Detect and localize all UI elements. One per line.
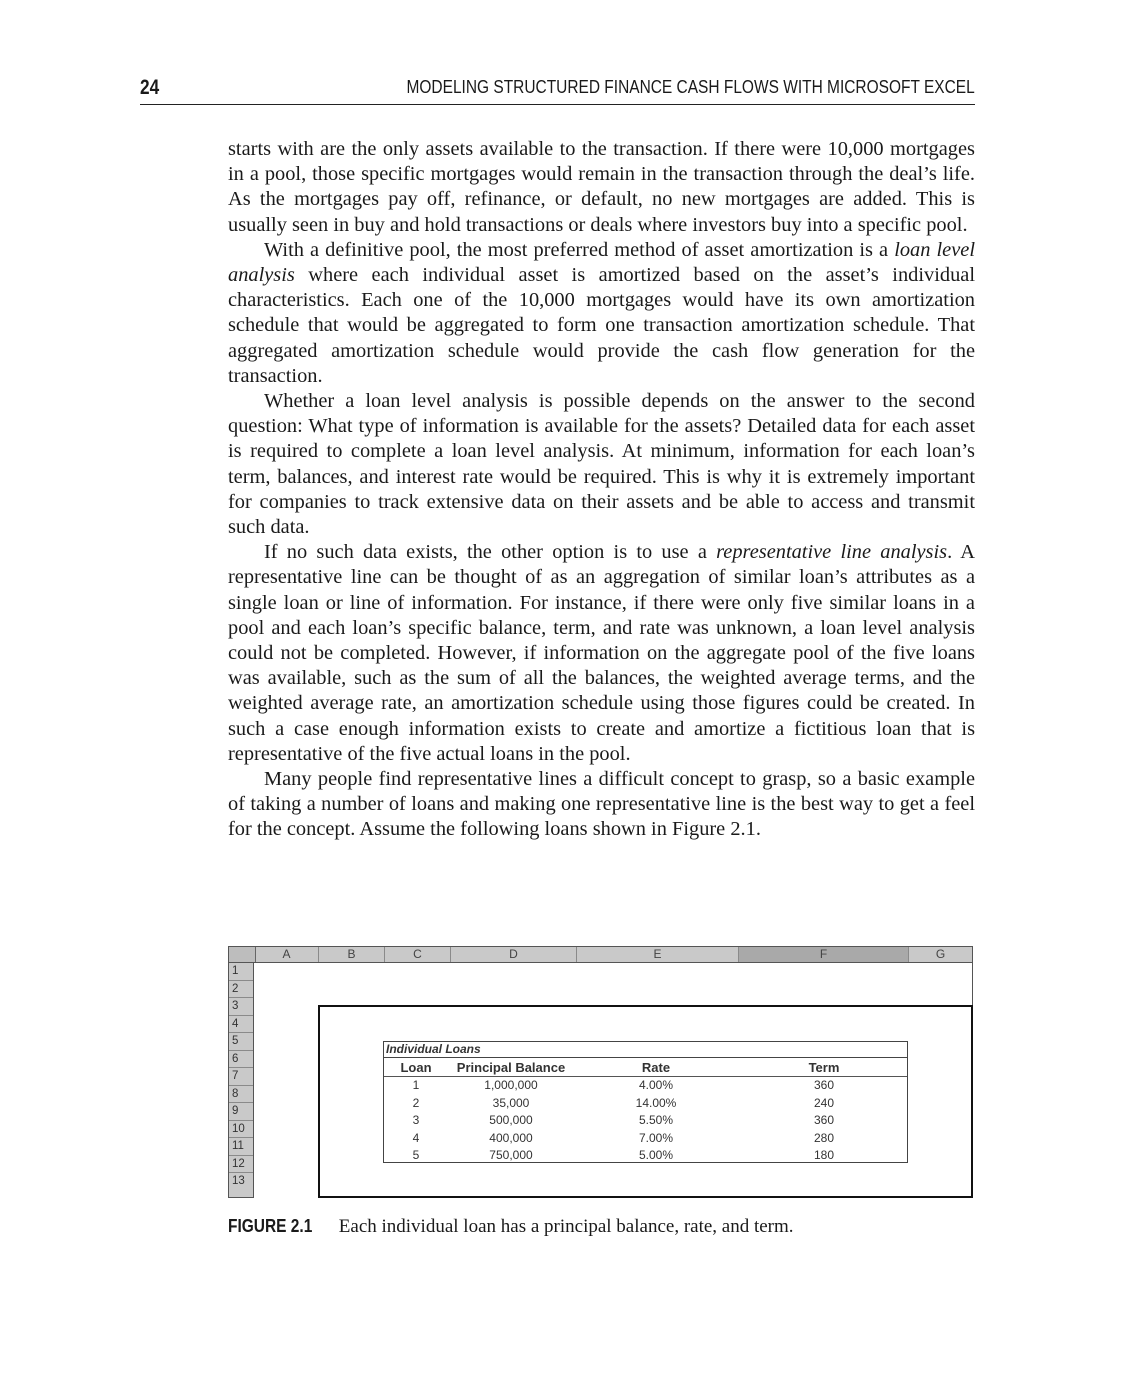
paragraph-2-text-b: where each individual asset is amortized based on the asset’s individual characteristics. Each one of the 10,000 mortgages would have its own amortization schedule that would be aggregated to form one transaction amortization schedule. That aggregated amortization schedule would provide the cash flow generation for the transaction. (228, 264, 975, 387)
table-cell-balance: 35,000 (492, 1095, 530, 1110)
table-cell-term: 280 (813, 1130, 835, 1145)
table-cell-balance: 400,000 (489, 1130, 533, 1145)
emphasis-loan-level-analysis: loan level analysis (228, 238, 975, 287)
row-header-4: 4 (229, 1016, 253, 1034)
table-title: Individual Loans (386, 1042, 481, 1056)
table-cell-rate: 4.00% (638, 1078, 674, 1092)
table-cell-loan: 1 (412, 1078, 420, 1092)
header-loan: Loan (400, 1060, 432, 1075)
header-principal-balance: Principal Balance (456, 1060, 566, 1075)
sheet-grid-edge (254, 963, 973, 1005)
table-cell-balance: 500,000 (489, 1113, 533, 1127)
running-title: MODELING STRUCTURED FINANCE CASH FLOWS WITH MICROSOFT EXCEL (406, 77, 975, 97)
row-header-11: 11 (229, 1138, 253, 1156)
body-text (228, 137, 975, 843)
table-cell-balance: 1,000,000 (484, 1078, 538, 1092)
caption-text: Each individual loan has a principal balance, rate, and term. (338, 1216, 794, 1237)
column-header-d: D (451, 947, 577, 962)
column-header-f: F (739, 947, 909, 962)
row-header-9: 9 (229, 1103, 253, 1121)
header-rate: Rate (641, 1060, 671, 1075)
running-header (140, 74, 975, 105)
row-header-1: 1 (229, 963, 253, 981)
table-cell-rate: 5.00% (638, 1148, 674, 1162)
figure-caption (228, 1216, 794, 1238)
table-cell-term: 240 (813, 1095, 835, 1110)
table-cell-loan: 3 (412, 1113, 420, 1127)
table-cell-term: 180 (813, 1148, 835, 1162)
column-header-b: B (319, 947, 385, 962)
column-header-row (228, 946, 973, 963)
paragraph-4-text-b: . A representative line can be thought of as an aggregation of similar loan’s attributes as a single loan or line of information. For instance, if there were only five similar loans in a pool and each loan’s specific balance, term, and rate was unknown, a loan level analysis could not be completed. However, if information on the aggregate pool of the five loans was available, such as the sum of all the balances, the weighted average terms, and the weighted average rate, an amortization schedule using those figures could be created. In such a case enough information exists to create and amortize a fictitious loan that is representative of the five actual loans in the pool. (228, 541, 976, 765)
table-cell-loan: 2 (412, 1095, 420, 1110)
table-cell-rate: 7.00% (638, 1130, 674, 1145)
column-header-a: A (255, 947, 319, 962)
row-header-3: 3 (229, 998, 253, 1016)
table-cell-term: 360 (813, 1113, 835, 1127)
column-header-c: C (385, 947, 451, 962)
table-cell-rate: 5.50% (638, 1113, 674, 1127)
paragraph-4 (228, 540, 975, 767)
row-header-8: 8 (229, 1086, 253, 1104)
paragraph-1: starts with are the only assets available to the transaction. If there were 10,000 mortgages in a pool, those specific mortgages would remain in the transaction through the deal’s life. As the mortgages pay off, refinance, or default, no new mortgages are added. This is usually seen in buy and hold transactions or deals where investors buy into a specific pool. (228, 138, 975, 236)
individual-loans-table (383, 1041, 908, 1163)
header-term: Term (808, 1060, 840, 1075)
title-underline (384, 1057, 907, 1058)
table-cell-balance: 750,000 (489, 1148, 533, 1162)
paragraph-5: Many people find representative lines a difficult concept to grasp, so a basic example of taking a number of loans and making one representative line is the best way to get a feel for the concept. Assume the following loans shown in Figure 2.1. (228, 768, 975, 841)
row-header-10: 10 (229, 1121, 253, 1139)
table-cell-loan: 5 (412, 1148, 420, 1162)
table-cell-rate: 14.00% (635, 1095, 677, 1110)
paragraph-3: Whether a loan level analysis is possible depends on the answer to the second question: What type of information is available for the assets? Detailed data for each asset is required to complete a loan level analysis. At minimum, information for each loan’s term, balances, and interest rate would be required. This is why it is extremely important for companies to track extensive data on their assets and be able to access and transmit such data. (228, 390, 975, 539)
row-header-12: 12 (229, 1156, 253, 1174)
row-header-5: 5 (229, 1033, 253, 1051)
row-header-column (228, 963, 254, 1198)
page-number: 24 (140, 76, 160, 99)
figure-label: FIGURE 2.1 (228, 1216, 313, 1236)
row-header-2: 2 (229, 981, 253, 999)
row-header-6: 6 (229, 1051, 253, 1069)
row-header-7: 7 (229, 1068, 253, 1086)
spreadsheet-figure (228, 946, 973, 1198)
sheet-corner (229, 947, 256, 962)
paragraph-2-text-a: With a definitive pool, the most preferred method of asset amortization is a (264, 238, 895, 261)
table-cell-loan: 4 (412, 1130, 420, 1145)
table-cell-term: 360 (813, 1078, 835, 1092)
row-header-13: 13 (232, 1175, 245, 1187)
column-header-g: G (935, 947, 946, 961)
emphasis-representative-line-analysis: representative line analysis (716, 541, 948, 564)
paragraph-4-text-a: If no such data exists, the other option is to use a (264, 541, 717, 564)
column-header-e: E (577, 947, 739, 962)
paragraph-2 (228, 238, 975, 389)
